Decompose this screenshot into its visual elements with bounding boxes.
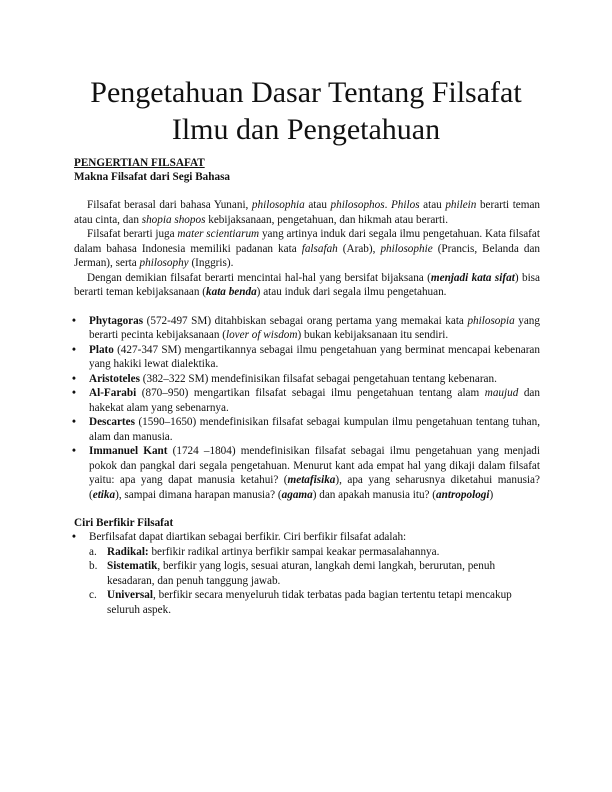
text-run: ) bukan kebijaksanaan itu sendiri. [297, 329, 449, 341]
text-run: (427-347 SM) mengartikannya sebagai ilmu pengetahuan yang berminat mencapai kebenaran yang hakiki lewat dialektika. [89, 343, 540, 370]
term-antropologi: antropologi [436, 488, 490, 501]
term-falsafah: falsafah [301, 242, 338, 255]
term-lover-of-wisdom: lover of wisdom [225, 329, 298, 341]
list-item [89, 559, 540, 588]
philosopher-name: Descartes [89, 416, 135, 428]
text-run: Dengan demikian filsafat berarti mencintai hal-hal yang bersifat bijaksana ( [87, 271, 431, 284]
text-run: yang artinya induk dari segala ilmu pengetahuan. Kata filsafat dalam bahasa Indonesia memiliki padanan kata [74, 228, 540, 255]
text-run: (572-497 SM) ditahbiskan sebagai orang pertama yang memakai kata [143, 314, 468, 327]
text-run: dan hakekat alam yang sebenarnya. [89, 387, 540, 414]
list-item [74, 444, 540, 502]
ciri-sublist [89, 545, 540, 618]
text-run: ) [489, 488, 494, 501]
text-run: atau [304, 199, 331, 211]
text-run: (Inggris). [188, 257, 234, 269]
text-run: (1590–1650) mendefinisikan filsafat sebagai kumpulan ilmu pengetahuan tentang tuhan, alam dan manusia. [89, 416, 540, 443]
title-line-1: Pengetahuan Dasar Tentang Filsafat [90, 76, 522, 109]
text-run: kebijaksanaan, pengetahuan, dan hikmah atau berarti. [205, 213, 449, 226]
text-run: (Prancis, Belanda dan Jerman), serta [74, 242, 541, 269]
bullet-icon: • [72, 416, 76, 428]
philosopher-name: Aristoteles [89, 372, 140, 385]
term-mater-scientiarum: mater scientiarum [177, 228, 260, 240]
title-line-2: Ilmu dan Pengetahuan [171, 113, 441, 146]
text-run: (1724 –1804) mendefinisikan filsafat sebagai ilmu pengetahuan yang menjadi pokok dan pangkal dari segala pengetahuan. Menurut kant ada empat hal yang dikaji dalam filsafat yaitu: apa yang dapat manusia ketahui? ( [89, 445, 540, 486]
term-metafisika: metafisika [287, 474, 336, 486]
list-item [74, 415, 540, 444]
term-etika: etika [92, 488, 116, 501]
list-letter: b. [89, 560, 98, 572]
list-letter: c. [89, 589, 97, 601]
text-run: Filsafat berasal dari bahasa Yunani, [87, 199, 252, 211]
text-run: ), apa yang seharusnya diketahui manusia?( [89, 474, 540, 501]
list-item [74, 343, 540, 372]
term-menjadi-kata-sifat: menjadi kata sifat [430, 271, 515, 284]
bullet-icon: • [72, 343, 76, 356]
ciri-name: Universal [107, 589, 153, 601]
term-philos: Philos [390, 199, 420, 211]
paragraph-conclusion [74, 271, 540, 300]
text-run: , berfikir yang logis, sesuai aturan, langkah demi langkah, berurutan, penuh kesadaran, dan penuh tanggung jawab. [107, 560, 496, 587]
philosopher-name: Immanuel Kant [89, 445, 168, 457]
bullet-icon: • [72, 314, 76, 327]
ciri-heading: Ciri Berfikir Filsafat [74, 517, 174, 529]
term-agama: agama [281, 488, 313, 501]
term-maujud: maujud [484, 387, 519, 399]
term-philosophy: philosophy [139, 257, 189, 269]
page-title [40, 74, 572, 148]
text-run: ) atau induk dari segala ilmu pengetahuan. [256, 286, 447, 298]
term-kata-benda: kata benda [206, 286, 257, 298]
bullet-icon: • [72, 445, 76, 457]
list-item [74, 372, 540, 387]
term-philosophos: philosophos [330, 199, 385, 211]
list-item [89, 545, 540, 560]
bullet-icon: • [72, 387, 76, 399]
philosopher-name: Phytagoras [89, 314, 144, 327]
text-run: yang berarti pecinta kebijaksanaan ( [89, 314, 540, 341]
philosopher-name: Plato [89, 343, 114, 356]
text-run: (382–322 SM) mendefinisikan filsafat sebagai pengetahuan tentang kebenaran. [139, 372, 497, 385]
text-run: (Arab), [337, 242, 381, 255]
text-run: . [384, 199, 391, 211]
list-item [74, 314, 540, 343]
philosopher-name: Al-Farabi [89, 387, 137, 399]
bullet-icon: • [72, 531, 76, 543]
text-run: berarti teman atau cinta, dan [74, 199, 541, 226]
list-item [74, 386, 540, 415]
ciri-name: Radikal: [107, 545, 149, 558]
term-philosopia: philosopia [467, 314, 515, 327]
text-run: atau [419, 199, 446, 211]
document-body [74, 156, 540, 617]
list-item [74, 530, 540, 617]
text-run: ) bisa berarti teman kebijaksanaan ( [74, 271, 540, 298]
philosopher-list [74, 314, 540, 503]
text-run: berfikir radikal artinya berfikir sampai keakar permasalahannya. [148, 545, 440, 558]
bullet-icon: • [72, 372, 76, 385]
list-item [89, 588, 540, 617]
term-philosophie: philosophie [380, 242, 433, 255]
text-run: (870–950) mengartikan filsafat sebagai ilmu pengetahuan tentang alam [136, 387, 485, 399]
paragraph-etymology [74, 198, 540, 227]
text-run: ) dan apakah manusia itu? ( [312, 488, 437, 501]
ciri-name: Sistematik [107, 560, 158, 572]
section-heading: PENGERTIAN FILSAFAT [74, 157, 205, 169]
ciri-list [74, 530, 540, 617]
subheading: Makna Filsafat dari Segi Bahasa [74, 171, 231, 183]
text-run: , berfikir secara menyeluruh tidak terbatas pada bagian tertentu tetapi mencakup seluruh aspek. [107, 589, 512, 616]
term-philosophia: philosophia [251, 199, 305, 211]
term-philein: philein [445, 199, 477, 211]
text-run: ), sampai dimana harapan manusia? ( [115, 488, 282, 501]
ciri-intro: Berfilsafat dapat diartikan sebagai berfikir. Ciri berfikir filsafat adalah: [89, 531, 407, 543]
paragraph-mater-scientiarum [74, 227, 540, 271]
text-run: Filsafat berarti juga [87, 228, 178, 240]
list-letter: a. [89, 545, 97, 558]
term-shopia-shopos: shopia shopos [141, 213, 206, 226]
